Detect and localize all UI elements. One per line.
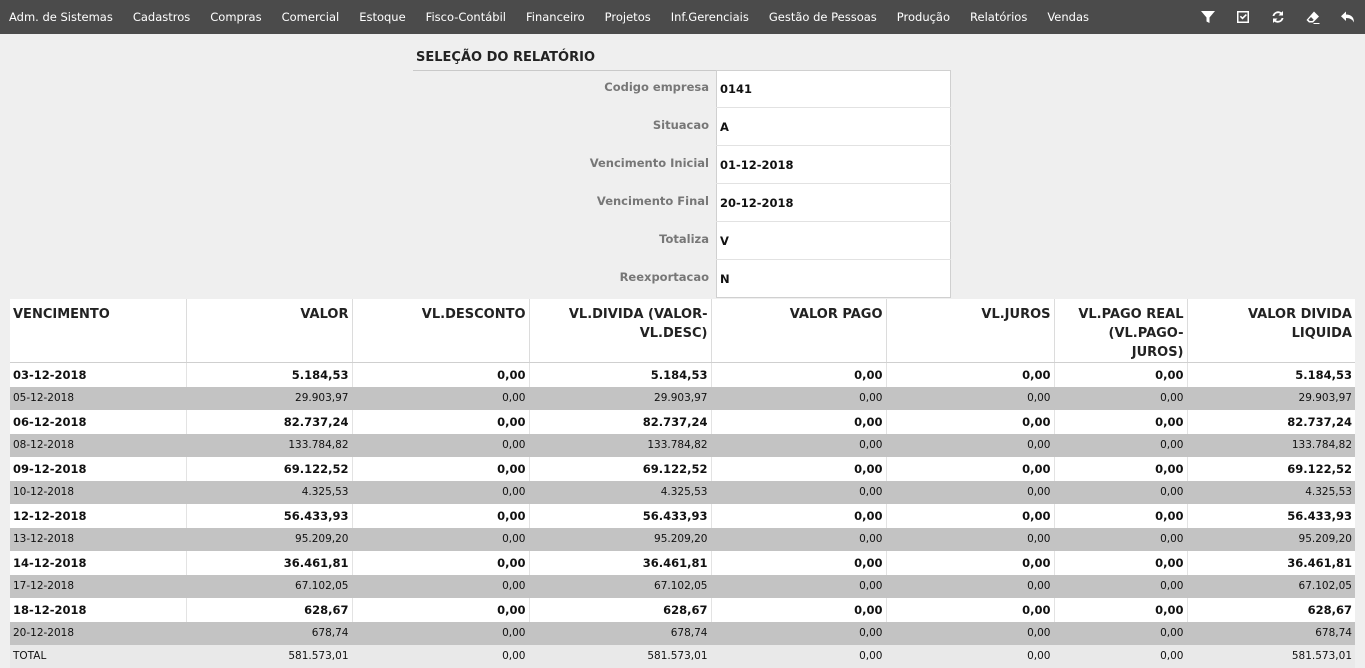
cell-vl-divida: 581.573,01 (529, 645, 711, 668)
table-body (10, 363, 1355, 668)
table-row[interactable] (10, 434, 1355, 457)
cell-valor-divida-liquida: 56.433,93 (1187, 504, 1355, 528)
table-row[interactable] (10, 387, 1355, 410)
cell-vl-pago-real: 0,00 (1054, 387, 1187, 410)
cell-vl-divida: 133.784,82 (529, 434, 711, 457)
table-row[interactable] (10, 575, 1355, 598)
cell-valor-pago: 0,00 (711, 434, 886, 457)
cell-vl-divida: 95.209,20 (529, 528, 711, 551)
cell-vl-desconto: 0,00 (352, 434, 529, 457)
cell-valor-pago: 0,00 (711, 575, 886, 598)
menu-item-relatorios[interactable]: Relatórios (970, 10, 1028, 24)
cell-vl-desconto: 0,00 (352, 528, 529, 551)
table-row[interactable] (10, 481, 1355, 504)
main-menu (0, 0, 1099, 34)
menu-item-inf-gerenciais[interactable]: Inf.Gerenciais (670, 10, 749, 24)
cell-vencimento: 08-12-2018 (10, 434, 186, 457)
menu-item-vendas[interactable]: Vendas (1047, 10, 1090, 24)
column-header-vl-desconto[interactable]: VL.DESCONTO (352, 299, 529, 363)
cell-valor: 678,74 (186, 622, 352, 645)
field-reexportacao (413, 260, 951, 298)
cell-vl-juros: 0,00 (886, 598, 1054, 622)
cell-valor-pago: 0,00 (711, 387, 886, 410)
field-value[interactable]: N (720, 272, 730, 286)
column-header-valor-divida-liquida[interactable]: VALOR DIVIDA LIQUIDA (1187, 299, 1355, 363)
cell-vl-pago-real: 0,00 (1054, 410, 1187, 434)
cell-vl-desconto: 0,00 (352, 504, 529, 528)
field-label: Totaliza (659, 232, 709, 246)
cell-valor-divida-liquida: 5.184,53 (1187, 363, 1355, 387)
cell-vencimento: 14-12-2018 (10, 551, 186, 575)
cell-valor-divida-liquida: 95.209,20 (1187, 528, 1355, 551)
filter-icon (1201, 10, 1215, 24)
table-row[interactable] (10, 528, 1355, 551)
report-table (10, 299, 1355, 668)
table-row[interactable] (10, 410, 1355, 434)
column-header-vl-juros[interactable]: VL.JUROS (886, 299, 1054, 363)
refresh-button[interactable] (1260, 0, 1295, 34)
cell-vl-juros: 0,00 (886, 528, 1054, 551)
cell-vl-juros: 0,00 (886, 434, 1054, 457)
cell-vl-pago-real: 0,00 (1054, 528, 1187, 551)
cell-vl-desconto: 0,00 (352, 410, 529, 434)
cell-valor-pago: 0,00 (711, 363, 886, 387)
cell-valor: 36.461,81 (186, 551, 352, 575)
table-row[interactable] (10, 551, 1355, 575)
cell-vl-divida: 67.102,05 (529, 575, 711, 598)
cell-valor: 5.184,53 (186, 363, 352, 387)
column-header-vencimento[interactable]: VENCIMENTO (10, 299, 186, 363)
cell-vl-divida: 29.903,97 (529, 387, 711, 410)
cell-vl-divida: 5.184,53 (529, 363, 711, 387)
cell-vl-desconto: 0,00 (352, 387, 529, 410)
cell-vl-juros: 0,00 (886, 481, 1054, 504)
cell-valor: 95.209,20 (186, 528, 352, 551)
cell-vencimento: 12-12-2018 (10, 504, 186, 528)
field-codigo-empresa (413, 70, 951, 108)
cell-valor-divida-liquida: 133.784,82 (1187, 434, 1355, 457)
cell-vencimento: 05-12-2018 (10, 387, 186, 410)
cell-vl-juros: 0,00 (886, 387, 1054, 410)
field-value[interactable]: 01-12-2018 (720, 158, 794, 172)
cell-valor-pago: 0,00 (711, 481, 886, 504)
cell-valor-divida-liquida: 69.122,52 (1187, 457, 1355, 481)
cell-vl-pago-real: 0,00 (1054, 645, 1187, 668)
filter-button[interactable] (1190, 0, 1225, 34)
table-row[interactable] (10, 363, 1355, 387)
column-header-valor-pago[interactable]: VALOR PAGO (711, 299, 886, 363)
menu-item-financeiro[interactable]: Financeiro (525, 10, 585, 24)
cell-valor-divida-liquida: 581.573,01 (1187, 645, 1355, 668)
table-row[interactable] (10, 457, 1355, 481)
cell-vl-juros: 0,00 (886, 410, 1054, 434)
undo-icon (1341, 10, 1355, 24)
cell-vl-desconto: 0,00 (352, 645, 529, 668)
field-label: Situacao (652, 118, 709, 132)
table-total-row[interactable] (10, 645, 1355, 668)
cell-vl-juros: 0,00 (886, 575, 1054, 598)
cell-vl-divida: 36.461,81 (529, 551, 711, 575)
table-row[interactable] (10, 598, 1355, 622)
cell-vencimento: 10-12-2018 (10, 481, 186, 504)
cell-valor-pago: 0,00 (711, 528, 886, 551)
column-header-vl-divida[interactable]: VL.DIVIDA (VALOR-VL.DESC) (529, 299, 711, 363)
field-vencimento-final (413, 184, 951, 222)
cell-vl-pago-real: 0,00 (1054, 457, 1187, 481)
field-label: Codigo empresa (604, 80, 709, 94)
cell-valor-divida-liquida: 36.461,81 (1187, 551, 1355, 575)
table-header-row (10, 299, 1355, 363)
cell-valor: 133.784,82 (186, 434, 352, 457)
cell-valor-pago: 0,00 (711, 504, 886, 528)
cell-valor-pago: 0,00 (711, 410, 886, 434)
cell-valor-pago: 0,00 (711, 622, 886, 645)
eraser-button[interactable] (1295, 0, 1330, 34)
cell-valor-divida-liquida: 82.737,24 (1187, 410, 1355, 434)
menu-item-comercial[interactable]: Comercial (281, 10, 340, 24)
cell-valor: 581.573,01 (186, 645, 352, 668)
cell-vl-divida: 56.433,93 (529, 504, 711, 528)
menu-item-estoque[interactable]: Estoque (359, 10, 406, 24)
top-menubar (0, 0, 1365, 34)
cell-vl-pago-real: 0,00 (1054, 363, 1187, 387)
field-situacao (413, 108, 951, 146)
checkbox-icon (1236, 10, 1250, 24)
cell-vl-pago-real: 0,00 (1054, 622, 1187, 645)
field-value[interactable]: A (720, 120, 729, 134)
field-totaliza (413, 222, 951, 260)
cell-valor-pago: 0,00 (711, 598, 886, 622)
field-value[interactable]: 0141 (720, 82, 753, 96)
undo-button[interactable] (1330, 0, 1365, 34)
refresh-icon (1271, 10, 1285, 24)
menu-item-adm-sistemas[interactable]: Adm. de Sistemas (9, 10, 113, 24)
cell-vl-divida: 4.325,53 (529, 481, 711, 504)
cell-vl-juros: 0,00 (886, 504, 1054, 528)
cell-valor: 29.903,97 (186, 387, 352, 410)
field-value[interactable]: V (720, 234, 729, 248)
cell-valor: 4.325,53 (186, 481, 352, 504)
column-header-vl-pago-real[interactable]: VL.PAGO REAL (VL.PAGO-JUROS) (1054, 299, 1187, 363)
cell-valor-pago: 0,00 (711, 551, 886, 575)
menu-item-gestao-pessoas[interactable]: Gestão de Pessoas (768, 10, 877, 24)
menu-item-cadastros[interactable]: Cadastros (132, 10, 191, 24)
cell-vl-divida: 628,67 (529, 598, 711, 622)
cell-valor: 69.122,52 (186, 457, 352, 481)
table-row[interactable] (10, 504, 1355, 528)
cell-vl-pago-real: 0,00 (1054, 598, 1187, 622)
menu-item-producao[interactable]: Produção (896, 10, 951, 24)
cell-valor-divida-liquida: 678,74 (1187, 622, 1355, 645)
cell-vl-juros: 0,00 (886, 363, 1054, 387)
eraser-icon (1306, 10, 1320, 24)
cell-vl-divida: 678,74 (529, 622, 711, 645)
cell-vl-desconto: 0,00 (352, 363, 529, 387)
toolbar (1190, 0, 1365, 34)
cell-valor-pago: 0,00 (711, 645, 886, 668)
cell-vencimento: 13-12-2018 (10, 528, 186, 551)
cell-valor: 82.737,24 (186, 410, 352, 434)
field-value[interactable]: 20-12-2018 (720, 196, 794, 210)
cell-vl-pago-real: 0,00 (1054, 434, 1187, 457)
checkbox-button[interactable] (1225, 0, 1260, 34)
cell-vl-divida: 69.122,52 (529, 457, 711, 481)
selection-title: SELEÇÃO DO RELATÓRIO (416, 50, 595, 65)
cell-valor: 628,67 (186, 598, 352, 622)
cell-vl-juros: 0,00 (886, 645, 1054, 668)
cell-vl-juros: 0,00 (886, 551, 1054, 575)
column-header-valor[interactable]: VALOR (186, 299, 352, 363)
menu-item-compras[interactable]: Compras (210, 10, 262, 24)
cell-valor-pago: 0,00 (711, 457, 886, 481)
cell-vl-juros: 0,00 (886, 622, 1054, 645)
cell-vl-desconto: 0,00 (352, 551, 529, 575)
cell-valor-divida-liquida: 4.325,53 (1187, 481, 1355, 504)
table-row[interactable] (10, 622, 1355, 645)
cell-vencimento: TOTAL (10, 645, 186, 668)
field-label: Reexportacao (619, 270, 709, 284)
cell-vencimento: 17-12-2018 (10, 575, 186, 598)
cell-vl-pago-real: 0,00 (1054, 575, 1187, 598)
menu-item-fisco-contabil[interactable]: Fisco-Contábil (425, 10, 506, 24)
cell-vl-desconto: 0,00 (352, 622, 529, 645)
cell-vl-divida: 82.737,24 (529, 410, 711, 434)
cell-vl-juros: 0,00 (886, 457, 1054, 481)
field-label: Vencimento Inicial (589, 156, 709, 170)
cell-vl-desconto: 0,00 (352, 481, 529, 504)
cell-vencimento: 09-12-2018 (10, 457, 186, 481)
cell-valor-divida-liquida: 628,67 (1187, 598, 1355, 622)
cell-vl-desconto: 0,00 (352, 457, 529, 481)
cell-valor: 56.433,93 (186, 504, 352, 528)
cell-vencimento: 06-12-2018 (10, 410, 186, 434)
cell-vl-desconto: 0,00 (352, 598, 529, 622)
cell-vl-pago-real: 0,00 (1054, 504, 1187, 528)
cell-valor-divida-liquida: 29.903,97 (1187, 387, 1355, 410)
cell-vl-pago-real: 0,00 (1054, 551, 1187, 575)
field-vencimento-inicial (413, 146, 951, 184)
cell-vencimento: 20-12-2018 (10, 622, 186, 645)
cell-vl-pago-real: 0,00 (1054, 481, 1187, 504)
cell-vl-desconto: 0,00 (352, 575, 529, 598)
cell-valor: 67.102,05 (186, 575, 352, 598)
cell-vencimento: 18-12-2018 (10, 598, 186, 622)
cell-valor-divida-liquida: 67.102,05 (1187, 575, 1355, 598)
cell-vencimento: 03-12-2018 (10, 363, 186, 387)
field-label: Vencimento Final (596, 194, 709, 208)
menu-item-projetos[interactable]: Projetos (604, 10, 651, 24)
